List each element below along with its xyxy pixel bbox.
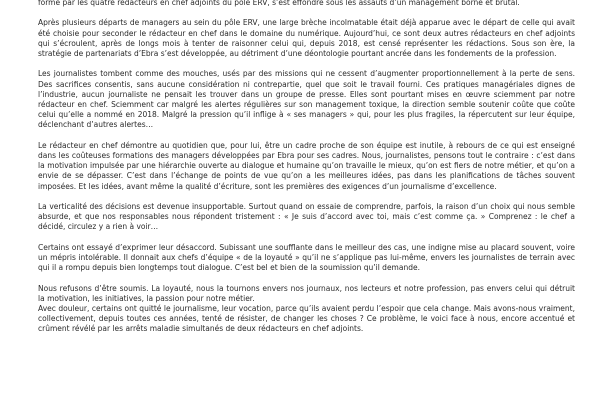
paragraph: Les journalistes tombent comme des mouches, usés par des missions qui ne cessent d’augmenter proportionnellement à la perte de sens. Des sacrifices consentis, sans aucune considération ni contrepartie, quel que soit le travail fourni. Ces pratiques managériales dignes de l’industrie, aucun journaliste ne pensait les trouver dans un groupe de presse. Elles sont pourtant mises en œuvre sciemment par notre rédacteur en chef. Sciemment car malgré les alertes régulières sur son management toxique, la direction semble soutenir coûte que coûte celui qu’elle a nommé en 2018. Malgré la pression qu’il inflige à « ses managers » qui, pour les plus fragiles, la répercutent sur leur équipe, déclenchant d’autres alertes… bbox=[38, 69, 575, 130]
paragraph: Après plusieurs départs de managers au sein du pôle ERV, une large brèche incolmatable était déjà apparue avec le départ de celle qui avait été choisie pour seconder le rédacteur en chef dans le domaine du numérique. Aujourd’hui, ce sont deux autres rédacteurs en chef adjoints qui s’écroulent, après de longs mois à tenter de raisonner celui qui, depuis 2018, est censé représenter les rédactions. Sous son ère, la stratégie de partenariats d’Ebra s’est développée, au détriment d’une déontologie pourtant ancrée dans les fondements de la profession. bbox=[38, 18, 575, 58]
paragraph: formé par les quatre rédacteurs en chef adjoints du pôle ERV, s’est effondré sous les assauts d’un management borné et brutal. bbox=[38, 0, 520, 7]
paragraph: Certains ont essayé d’exprimer leur désaccord. Subissant une soufflante dans le meilleur des cas, une indigne mise au placard souvent, voire un mépris intolérable. Il donnait aux chefs d’équipe « de la loyauté » qu’il ne s’applique pas lui-même, envers les journalistes de terrain avec qui il a rompu depuis bien longtemps tout dialogue. C’est bel et bien de la soumission qu’il demande. bbox=[38, 242, 575, 273]
paragraph: La verticalité des décisions est devenue insupportable. Surtout quand on essaie de comprendre, parfois, la raison d’un choix qui nous semble absurde, et que nos responsables nous répondent tristement : « Je suis d’accord avec toi, mais c’est comme ça. » Comprenez : le chef a décidé, circulez y a rien à voir… bbox=[38, 202, 575, 232]
paragraph: Le rédacteur en chef démontre au quotidien que, pour lui, être un cadre proche de son équipe est inutile, à rebours de ce qui est enseigné dans les coûteuses formations des managers développées par Ebra pour ses cadres. Nous, journalistes, pensons tout le contraire : c’est dans la motivation impulsée par une hiérarchie ouverte au dialogue et humaine qu’on travaille le mieux, qu’on est fiers de notre métier, et qu’on a envie de se dépasser. C’est dans l’échange de points de vue qu’on a les meilleures idées, pas dans les planifications de tâches souvent imposées. Et les idées, avant même la qualité d’écriture, sont les premières des exigences d’un journalisme d’excellence. bbox=[38, 140, 575, 191]
paragraph: Nous refusons d’être soumis. La loyauté, nous la tournons envers nos journaux, nos lecteurs et notre profession, pas envers celui qui détruit la motivation, les initiatives, la passion pour notre métier. bbox=[38, 283, 575, 303]
paragraph: Avec douleur, certains ont quitté le journalisme, leur vocation, parce qu’ils avaient perdu l’espoir que cela change. Mais avons-nous vraiment, collectivement, depuis toutes ces années, tenté de résister, de changer les choses ? Ce problème, le voici face à nous, encore accentué et crûment révélé par les arrêts maladie simultanés de deux rédacteurs en chef adjoints. bbox=[38, 304, 575, 334]
